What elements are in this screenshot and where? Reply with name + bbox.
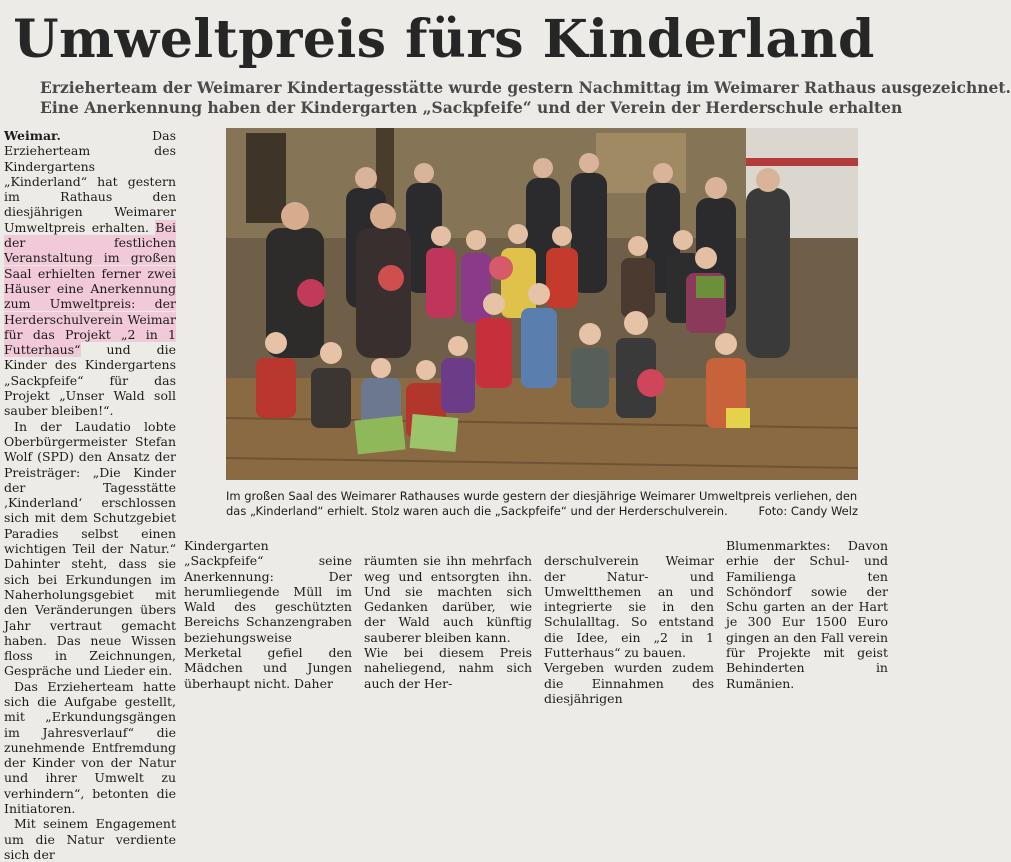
subheadline-line-1: Erzieherteam der Weimarer Kindertagesstätte wurde gestern Nachmittag im Weimarer Rathaus ausgezeichnet. — [40, 78, 1011, 97]
paragraph-1-text-b: und die Kinder des Kindergartens „Sackpfeife“ für das Projekt „Unser Wald soll sauber bleiben!“. — [4, 342, 176, 419]
bottom-column-2 — [364, 538, 532, 691]
headline: Umweltpreis fürs Kinderland — [13, 9, 875, 70]
bottom-column-2-text: räumten sie ihn mehrfach weg und entsorgten ihn. Und sie machten sich Gedanken darüber, wie der Wald auch künftig sauberer bleiben kann. Wie bei diesem Preis naheliegend, nahm sich auch der Her- — [364, 553, 532, 691]
paragraph-4: Mit seinem Engagement um die Natur verdiente sich der — [4, 816, 176, 862]
paragraph-2: In der Laudatio lobte Oberbürgermeister Stefan Wolf (SPD) den Ansatz der Preisträger: „Die Kinder der Tagesstätte ‚Kinderland‘ erschlossen sich mit dem Schutzgebiet Paradies selbst einen wichtigen Teil der Natur.“ Dahinter steht, dass sie sich bei Erkundungen im Naherholungsgebiet mit den Veränderungen übers Jahr vertraut gemacht haben. Das neue Wissen floss in Zeichnungen, Gespräche und Lieder ein. — [4, 418, 176, 679]
paragraph-1 — [4, 128, 176, 419]
dateline: Weimar. — [4, 128, 61, 143]
bottom-column-3-text: derschulverein Weimar der Natur- und Umweltthemen an und integrierte sie in den Schulalltag. So entstand die Idee, ein „2 in 1 Futterhaus“ zu bauen. Vergeben wurden zudem die Einnahmen des diesjährigen — [544, 553, 714, 706]
paragraph-3: Das Erzieherteam hatte sich die Aufgabe gestellt, mit „Erkundungsgängen im Jahresverlauf“ die zunehmende Entfremdung der Kinder von der Natur und ihrer Umwelt zu verhindern“, betonten die Initiatoren. — [4, 678, 176, 817]
bottom-column-1-text: Kindergarten „Sackpfeife“ seine Anerkennung: Der herumliegende Müll im Wald des geschützten Bereichs Schanzengraben beziehungsweise Merketal gefiel den Mädchen und Jungen überhaupt nicht. Daher — [184, 538, 352, 691]
left-column — [4, 128, 176, 862]
bottom-column-4 — [726, 538, 888, 691]
bottom-column-4-text: Blumenmarktes: Davon erhie der Schul- und Familienga ten Schöndorf sowie der Schu garten an der Hart je 300 Eur 1500 Euro gingen an den Fall verein für Projekte mit geist Behinderten in Rumänien. — [726, 538, 888, 691]
highlighted-text: Bei der festlichen Veranstaltung im großen Saal erhielten ferner zwei Häuser eine Anerkennung zum Umweltpreis: der Herderschulverein Weimar für das Projekt „2 in 1 Futterhaus“ — [4, 219, 176, 358]
group-photo — [226, 128, 858, 480]
photo-caption: Im großen Saal des Weimarer Rathauses wurde gestern der diesjährige Weimarer Umweltpreis verliehen, den das „Kinderland“ erhielt. Stolz waren auch die „Sackpfeife“ und der Herderschulverein. — [226, 489, 858, 518]
paragraph-1-text-a: Das Erzieherteam des Kindergartens „Kinderland“ hat gestern im Rathaus den diesjährigen Weimarer Umweltpreis erhalten. — [4, 128, 176, 235]
photo-credit: Foto: Candy Welz — [758, 504, 858, 518]
bottom-column-3 — [544, 538, 714, 706]
bottom-column-1 — [184, 538, 352, 691]
subheadline-line-2: Eine Anerkennung haben der Kindergarten „Sackpfeife“ und der Verein der Herderschule erhalten — [40, 98, 903, 117]
group-photo-illustration — [226, 128, 858, 480]
